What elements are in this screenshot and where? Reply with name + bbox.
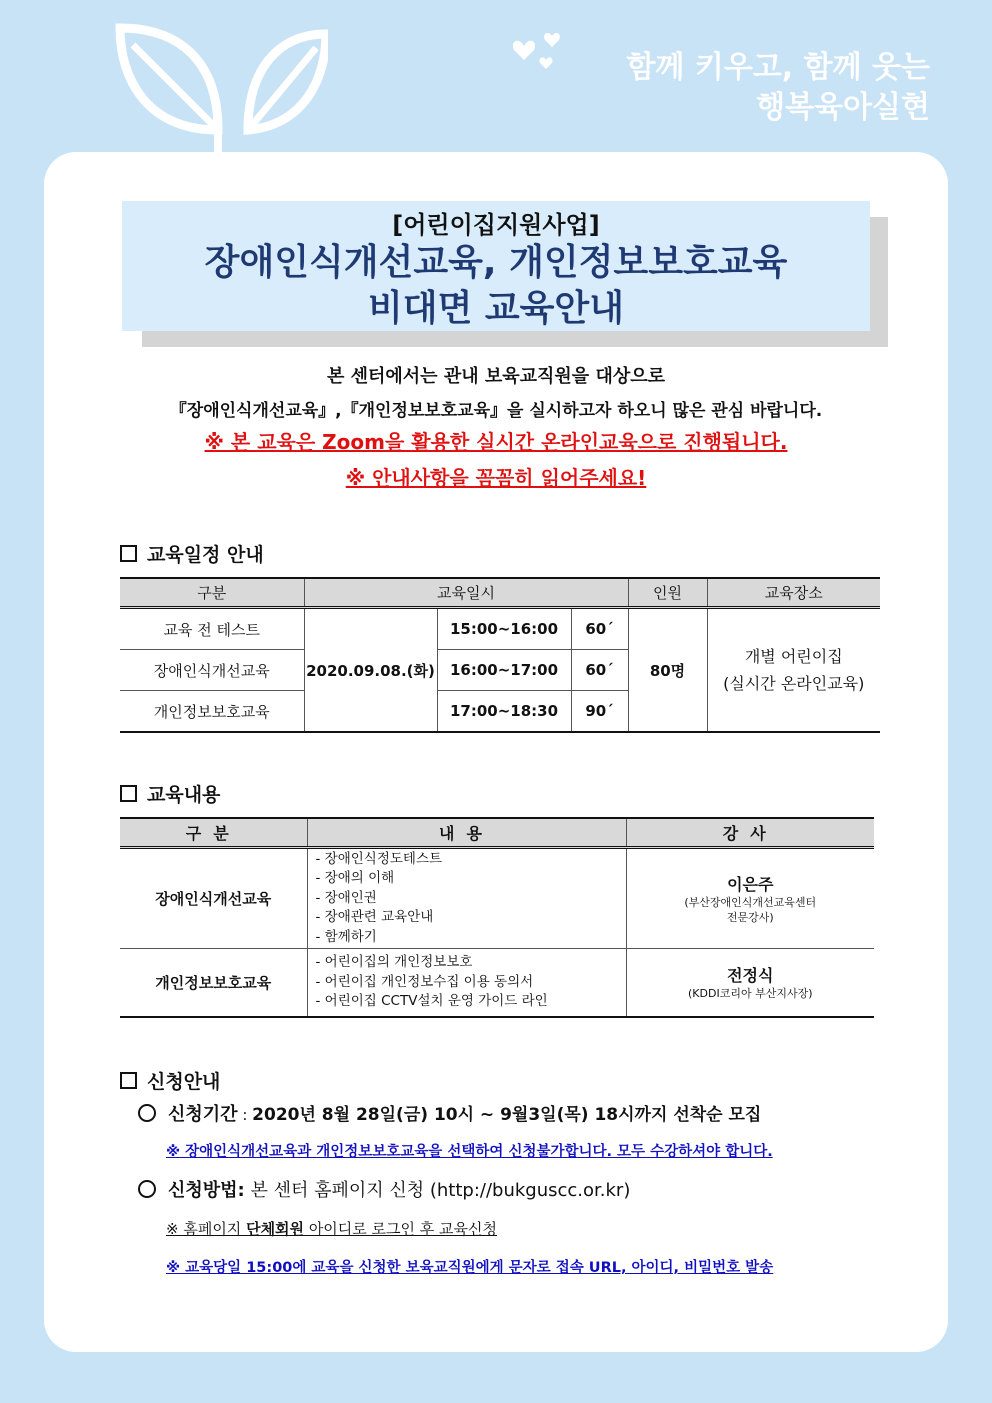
schedule-header-category: 구분	[120, 578, 304, 608]
content-header-category: 구분	[120, 818, 307, 848]
apply-heading	[120, 1067, 220, 1094]
title-sub: [어린이집지원사업]	[392, 211, 600, 239]
lecturer-name: 전정식	[727, 966, 774, 986]
checkbox-square-icon	[120, 1072, 137, 1089]
table-row	[120, 848, 874, 949]
lecturer-org: (KDDI코리아 부산지사장)	[688, 987, 813, 1001]
schedule-header-row	[120, 578, 880, 608]
schedule-row-name: 장애인식개선교육	[120, 650, 304, 691]
schedule-table	[120, 577, 880, 733]
leaf-illustration	[108, 20, 328, 160]
apply-note2: ※ 교육당일 15:00에 교육을 신청한 보육교직원에게 문자로 접속 URL, 아이디, 비밀번호 발송	[166, 1260, 774, 1276]
content-heading-text: 교육내용	[147, 784, 221, 806]
slogan	[626, 48, 930, 128]
content-header-lecturer: 강사	[626, 818, 874, 848]
list-item: - 장애관련 교육안내	[315, 909, 434, 926]
apply-period-label: 신청기간	[168, 1104, 238, 1125]
content-row-name: 개인정보보호교육	[120, 949, 307, 1017]
intro-line4: ※ 안내사항을 꼼꼼히 읽어주세요!	[345, 466, 647, 490]
apply-period	[138, 1100, 761, 1126]
apply-note1	[166, 1218, 497, 1239]
content-row-name: 장애인식개선교육	[120, 848, 307, 949]
list-item: - 장애의 이해	[315, 870, 395, 887]
apply-period-note: ※ 장애인식개선교육과 개인정보보호교육을 선택하여 신청불가합니다. 모두 수강하셔야 합니다.	[166, 1144, 773, 1160]
list-item: - 장애인식정도테스트	[315, 850, 443, 867]
schedule-place-line2: (실시간 온라인교육)	[723, 674, 865, 693]
schedule-header-datetime: 교육일시	[304, 578, 628, 608]
title-box	[122, 201, 870, 331]
title-main-line1: 장애인식개선교육, 개인정보보호교육	[204, 242, 788, 283]
apply-heading-text: 신청안내	[147, 1071, 221, 1093]
lecturer-org: 전문강사)	[726, 911, 774, 924]
list-item: - 어린이집의 개인정보보호	[315, 954, 473, 970]
apply-period-value: 2020년 8월 28일(금) 10시 ~ 9월3일(목) 18시까지 선착순 모집	[252, 1105, 762, 1125]
checkbox-square-icon	[120, 785, 137, 802]
schedule-row-duration: 90´	[571, 691, 628, 733]
content-heading	[120, 780, 220, 807]
schedule-row-name: 개인정보보호교육	[120, 691, 304, 733]
schedule-row-duration: 60´	[571, 650, 628, 691]
circle-bullet-icon	[138, 1104, 156, 1122]
schedule-row-name: 교육 전 테스트	[120, 608, 304, 650]
apply-period-text	[168, 1100, 761, 1126]
apply-method	[138, 1176, 630, 1202]
slogan-line2: 행복육아실현	[756, 90, 930, 125]
apply-note1-suffix: 아이디로 로그인 후 교육신청	[304, 1220, 498, 1238]
schedule-row-time: 17:00~18:30	[437, 691, 571, 733]
content-header-content: 내용	[307, 818, 626, 848]
list-item: - 어린이집 개인정보수집 이용 동의서	[315, 973, 534, 990]
schedule-header-people: 인원	[628, 578, 707, 608]
apply-period-sep: :	[237, 1106, 253, 1124]
table-row	[120, 608, 880, 650]
slogan-line1: 함께 키우고, 함께 웃는	[626, 50, 930, 85]
content-row-lecturer	[626, 949, 874, 1017]
table-row	[120, 949, 874, 1017]
list-item: - 함께하기	[315, 928, 377, 945]
content-table	[120, 817, 874, 1018]
schedule-date: 2020.09.08.(화)	[304, 608, 437, 733]
apply-method-text	[168, 1176, 630, 1202]
hearts-icon	[510, 28, 570, 78]
apply-method-value: 본 센터 홈페이지 신청 (http://bukguscc.or.kr)	[250, 1180, 631, 1201]
schedule-people: 80명	[628, 608, 707, 733]
list-item: - 장애인권	[315, 889, 377, 906]
schedule-row-time: 15:00~16:00	[437, 608, 571, 650]
content-row-items	[307, 949, 626, 1017]
intro-line2: 『장애인식개선교육』,『개인정보보호교육』을 실시하고자 하오니 많은 관심 바랍니다.	[169, 401, 823, 421]
title-main-line2: 비대면 교육안내	[368, 288, 624, 329]
apply-method-label: 신청방법:	[168, 1180, 245, 1201]
apply-note1-bold: 단체회원	[246, 1220, 305, 1238]
schedule-row-time: 16:00~17:00	[437, 650, 571, 691]
list-item: - 어린이집 CCTV설치 운영 가이드 라인	[315, 993, 548, 1009]
circle-bullet-icon	[138, 1180, 156, 1198]
lecturer-org: (부산장애인식개선교육센터	[684, 896, 817, 909]
content-row-items	[307, 848, 626, 949]
schedule-place	[707, 608, 880, 733]
apply-note1-prefix: ※ 홈페이지	[166, 1220, 247, 1238]
schedule-row-duration: 60´	[571, 608, 628, 650]
content-header-row	[120, 818, 874, 848]
content-row-lecturer	[626, 848, 874, 949]
intro-line1: 본 센터에서는 관내 보육교직원을 대상으로	[326, 366, 666, 387]
schedule-place-line1: 개별 어린이집	[744, 647, 843, 666]
intro-line3: ※ 본 교육은 Zoom을 활용한 실시간 온라인교육으로 진행됩니다.	[204, 430, 788, 454]
checkbox-square-icon	[120, 545, 137, 562]
schedule-heading-text: 교육일정 안내	[147, 544, 264, 566]
lecturer-name: 이은주	[727, 875, 774, 894]
schedule-heading	[120, 540, 264, 567]
schedule-header-place: 교육장소	[707, 578, 880, 608]
